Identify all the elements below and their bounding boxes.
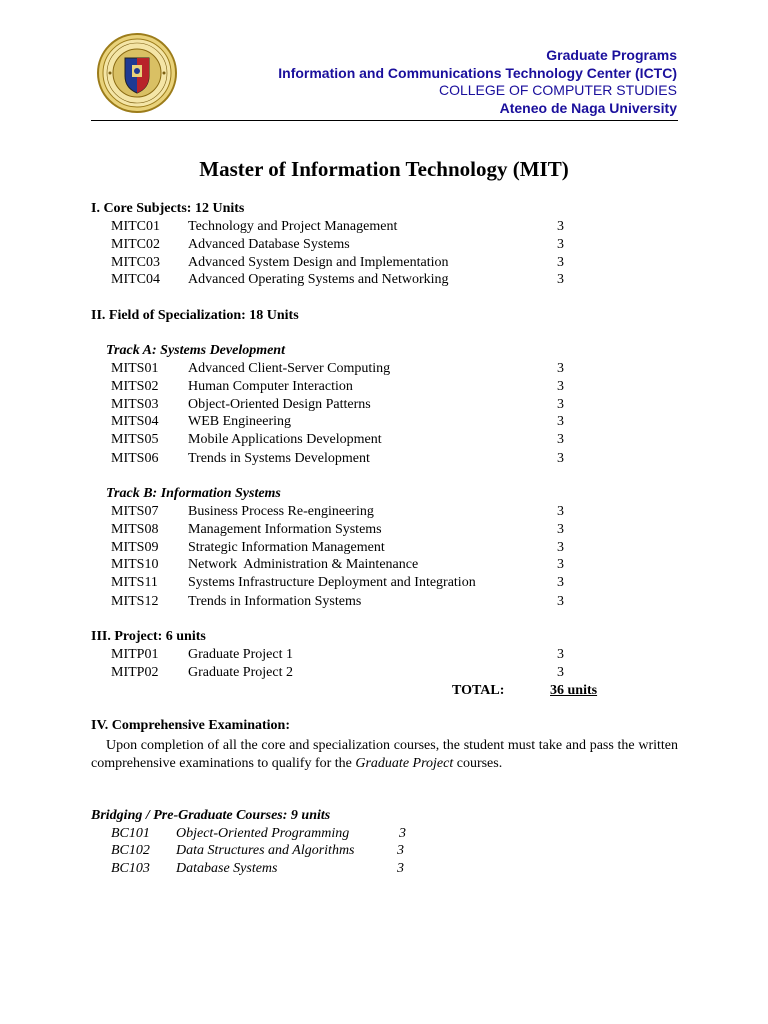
bridging-heading: Bridging / Pre-Graduate Courses: 9 units (91, 808, 331, 823)
course-name: Object-Oriented Design Patterns (188, 397, 371, 412)
course-code: MITC01 (111, 219, 160, 234)
course-name: Graduate Project 1 (188, 647, 293, 662)
course-code: MITC03 (111, 255, 160, 270)
course-row (0, 575, 768, 593)
course-name: Advanced Operating Systems and Networking (188, 272, 449, 287)
course-name: Technology and Project Management (188, 219, 398, 234)
exam-text-before: Upon completion of all the core and specialization courses, the student must take and pass the written comprehensive examinations to qualify for the (91, 738, 678, 771)
bridging-units: 3 (397, 843, 404, 858)
bridging-row (0, 861, 768, 879)
bridging-units: 3 (397, 861, 404, 876)
bridging-name: Object-Oriented Programming (176, 826, 350, 841)
course-code: MITS06 (111, 451, 159, 466)
course-units: 3 (557, 432, 564, 447)
course-units: 3 (557, 504, 564, 519)
course-units: 3 (557, 237, 564, 252)
bridging-code: BC103 (111, 861, 150, 876)
course-row (0, 451, 768, 469)
track-b-heading: Track B: Information Systems (106, 486, 281, 501)
course-code: MITS07 (111, 504, 159, 519)
course-code: MITS08 (111, 522, 159, 537)
bridging-name: Data Structures and Algorithms (176, 843, 355, 858)
course-code: MITC04 (111, 272, 160, 287)
course-units: 3 (557, 361, 564, 376)
course-name: Advanced Database Systems (188, 237, 350, 252)
course-name: Network Administration & Maintenance (188, 557, 419, 572)
page-title: Master of Information Technology (MIT) (199, 157, 569, 181)
course-row (0, 219, 768, 237)
course-name: Strategic Information Management (188, 540, 385, 555)
header-divider (91, 120, 678, 121)
letterhead (278, 47, 677, 117)
course-units: 3 (557, 272, 564, 287)
course-name: Advanced System Design and Implementation (188, 255, 449, 270)
course-name: Human Computer Interaction (188, 379, 353, 394)
bridging-row (0, 843, 768, 861)
course-units: 3 (557, 594, 564, 609)
course-row (0, 540, 768, 558)
course-name: Graduate Project 2 (188, 665, 293, 680)
course-row (0, 237, 768, 255)
course-units: 3 (557, 379, 564, 394)
course-units: 3 (557, 557, 564, 572)
course-units: 3 (557, 219, 564, 234)
course-row (0, 361, 768, 379)
course-units: 3 (557, 540, 564, 555)
course-units: 3 (557, 522, 564, 537)
course-code: MITS03 (111, 397, 159, 412)
course-units: 3 (557, 575, 564, 590)
exam-text-after: courses. (453, 756, 503, 771)
course-name: Management Information Systems (188, 522, 382, 537)
header-college: COLLEGE OF COMPUTER STUDIES (438, 82, 677, 98)
course-row (0, 255, 768, 273)
course-row (0, 522, 768, 540)
exam-paragraph (91, 737, 678, 773)
course-name: Business Process Re-engineering (188, 504, 374, 519)
bridging-code: BC102 (111, 843, 150, 858)
course-row (0, 379, 768, 397)
bridging-code: BC101 (111, 826, 150, 841)
course-code: MITS10 (111, 557, 159, 572)
course-row (0, 504, 768, 522)
course-row (0, 432, 768, 450)
core-subjects-heading: I. Core Subjects: 12 Units (91, 201, 245, 216)
course-name: Trends in Information Systems (188, 594, 362, 609)
course-row (0, 557, 768, 575)
bridging-row (0, 826, 768, 844)
bridging-units: 3 (399, 826, 406, 841)
course-units: 3 (557, 647, 564, 662)
course-code: MITS12 (111, 594, 159, 609)
exam-heading: IV. Comprehensive Examination: (91, 718, 291, 733)
course-name: Systems Infrastructure Deployment and Integration (188, 575, 476, 590)
course-row (0, 414, 768, 432)
specialization-heading: II. Field of Specialization: 18 Units (91, 308, 299, 323)
course-name: Trends in Systems Development (188, 451, 370, 466)
course-code: MITS04 (111, 414, 159, 429)
course-code: MITP02 (111, 665, 159, 680)
course-code: MITS02 (111, 379, 159, 394)
course-units: 3 (557, 397, 564, 412)
course-code: MITP01 (111, 647, 159, 662)
course-row (0, 665, 768, 683)
course-name: Advanced Client-Server Computing (188, 361, 391, 376)
course-code: MITS05 (111, 432, 159, 447)
bridging-name: Database Systems (176, 861, 278, 876)
course-code: MITS09 (111, 540, 159, 555)
course-name: WEB Engineering (188, 414, 292, 429)
course-row (0, 397, 768, 415)
course-name: Mobile Applications Development (188, 432, 382, 447)
course-row (0, 272, 768, 290)
course-units: 3 (557, 414, 564, 429)
course-code: MITC02 (111, 237, 160, 252)
total-label: TOTAL: (452, 683, 505, 698)
header-university: Ateneo de Naga University (499, 99, 677, 116)
course-units: 3 (557, 255, 564, 270)
course-units: 3 (557, 451, 564, 466)
course-row (0, 647, 768, 665)
track-a-heading: Track A: Systems Development (106, 343, 285, 358)
exam-text-italic: Graduate Project (355, 756, 454, 771)
course-code: MITS11 (111, 575, 158, 590)
header-center: Information and Communications Technology Center (ICTC) (278, 64, 677, 81)
total-value: 36 units (550, 683, 598, 698)
course-units: 3 (557, 665, 564, 680)
university-seal-logo (96, 32, 178, 114)
project-heading: III. Project: 6 units (91, 629, 206, 644)
course-code: MITS01 (111, 361, 159, 376)
course-row (0, 594, 768, 612)
header-program: Graduate Programs (546, 47, 677, 63)
